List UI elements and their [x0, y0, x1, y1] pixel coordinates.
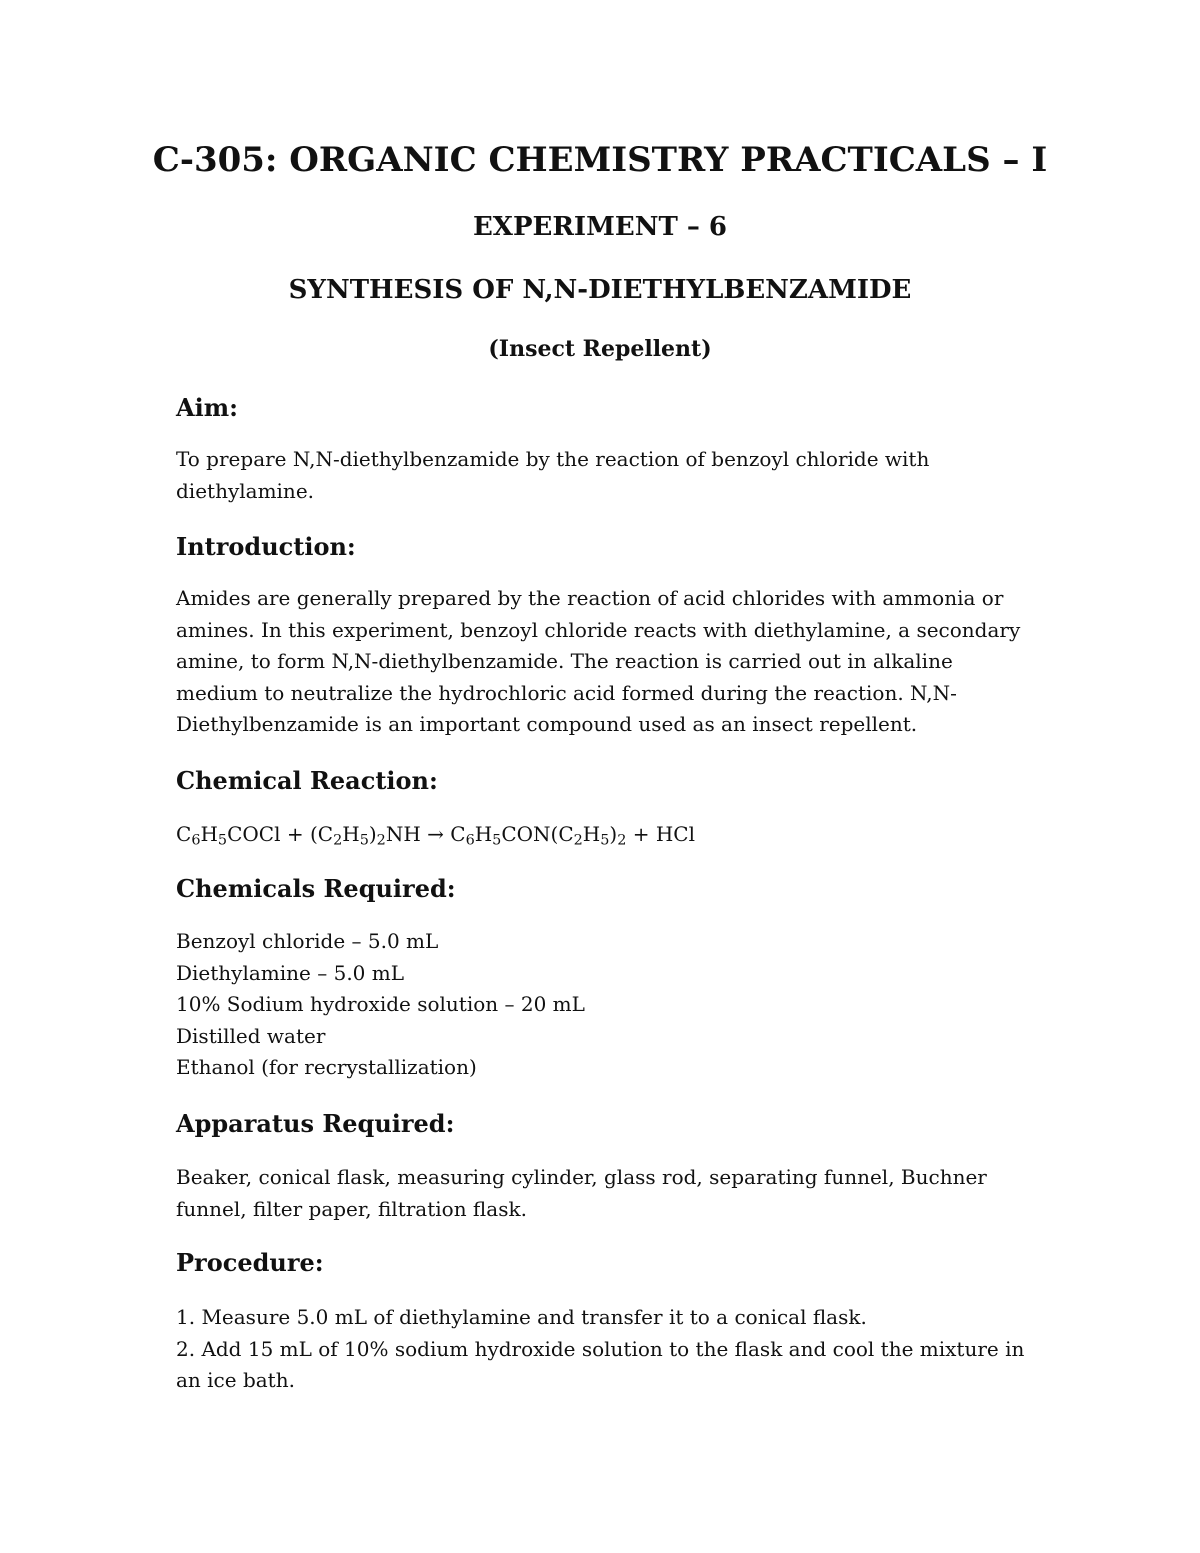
- course-title: C-305: ORGANIC CHEMISTRY PRACTICALS – I: [152, 140, 1048, 180]
- chemical-item: Benzoyl chloride – 5.0 mL: [176, 929, 439, 953]
- procedure-heading: Procedure:: [176, 1248, 324, 1277]
- introduction-line: Amides are generally prepared by the reaction of acid chlorides with ammonia or: [176, 586, 1004, 610]
- apparatus-line: Beaker, conical flask, measuring cylinder, glass rod, separating funnel, Buchner: [176, 1165, 987, 1189]
- apparatus-text: [176, 1162, 1036, 1225]
- chemicals-list: [176, 926, 1036, 1084]
- reaction-arrow: →: [427, 822, 444, 846]
- procedure-step: an ice bath.: [176, 1368, 295, 1392]
- chemical-item: 10% Sodium hydroxide solution – 20 mL: [176, 992, 585, 1016]
- reaction-heading: Chemical Reaction:: [176, 766, 438, 795]
- introduction-text: [176, 583, 1036, 741]
- chemical-item: Ethanol (for recrystallization): [176, 1055, 477, 1079]
- procedure-steps: [176, 1302, 1036, 1397]
- introduction-heading: Introduction:: [176, 532, 356, 561]
- aim-line: To prepare N,N-diethylbenzamide by the reaction of benzoyl chloride with: [176, 447, 930, 471]
- experiment-title: SYNTHESIS OF N,N-DIETHYLBENZAMIDE: [288, 275, 912, 305]
- chemical-item: Diethylamine – 5.0 mL: [176, 960, 405, 985]
- procedure-step: 1. Measure 5.0 mL of diethylamine and transfer it to a conical flask.: [176, 1305, 867, 1329]
- apparatus-heading: Apparatus Required:: [176, 1109, 455, 1138]
- plus-sign: +: [632, 822, 650, 846]
- reactant-diethylamine: $(C_2H_5)_2NH$: [309, 822, 421, 849]
- introduction-line: Diethylbenzamide is an important compound used as an insect repellent.: [176, 712, 918, 736]
- aim-text: [176, 444, 1036, 507]
- experiment-number: EXPERIMENT – 6: [472, 212, 728, 242]
- chemical-item: Distilled water: [176, 1023, 326, 1048]
- reaction-equation: [176, 822, 1036, 849]
- procedure-step: 2. Add 15 mL of 10% sodium hydroxide solution to the flask and cool the mixture in: [176, 1336, 1025, 1361]
- aim-heading: Aim:: [176, 393, 238, 422]
- aim-line: diethylamine.: [176, 478, 315, 503]
- plus-sign: +: [286, 822, 304, 846]
- product-hcl: HCl: [655, 822, 695, 846]
- product-diethylbenzamide: $C_6H_5CON(C_2H_5)_2$: [450, 822, 627, 849]
- apparatus-line: funnel, filter paper, filtration flask.: [176, 1196, 527, 1221]
- reactant-benzoyl-chloride: $C_6H_5COCl$: [176, 822, 281, 849]
- introduction-line: amine, to form N,N-diethylbenzamide. The reaction is carried out in alkaline: [176, 649, 953, 673]
- chemicals-heading: Chemicals Required:: [176, 874, 456, 903]
- introduction-line: medium to neutralize the hydrochloric acid formed during the reaction. N,N-: [176, 680, 957, 705]
- introduction-line: amines. In this experiment, benzoyl chloride reacts with diethylamine, a secondary: [176, 617, 1021, 642]
- experiment-subtitle: (Insect Repellent): [488, 336, 712, 362]
